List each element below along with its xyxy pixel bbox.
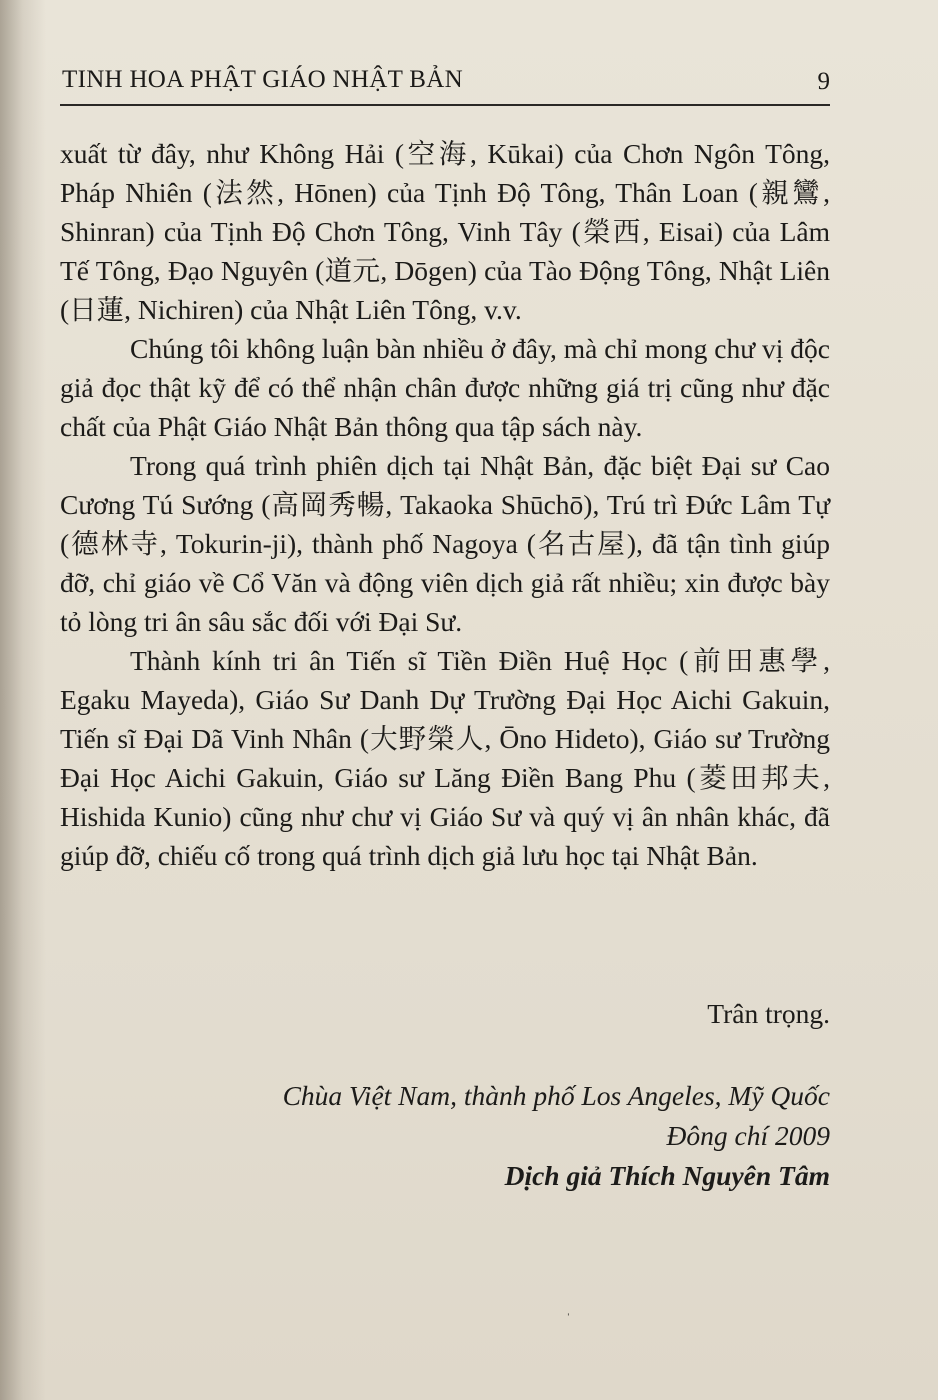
- signature-translator: Dịch giả Thích Nguyên Tâm: [504, 1160, 830, 1191]
- page-gutter-shadow: [0, 0, 46, 1400]
- paragraph-4: Thành kính tri ân Tiến sĩ Tiền Điền Huệ Học (前田惠學, Egaku Mayeda), Giáo Sư Danh Dự Trường Đại Học Aichi Gakuin, Tiến sĩ Đại Dã Vinh Nhân (大野榮人, Ōno Hideto), Giáo sư Trường Đại Học Aichi Gakuin, Giáo sư Lăng Điền Bang Phu (菱田邦夫, Hishida Kunio) cũng như chư vị Giáo Sư và quý vị ân nhân khác, đã giúp đỡ, chiếu cố trong quá trình dịch giả lưu học tại Nhật Bản.: [60, 645, 830, 871]
- page-number: 9: [817, 68, 830, 95]
- paragraph-2: Chúng tôi không luận bàn nhiều ở đây, mà chỉ mong chư vị độc giả đọc thật kỹ để có thể nhận chân được những giá trị cũng như đặc chất của Phật Giáo Nhật Bản thông qua tập sách này.: [60, 333, 830, 442]
- signature-place: Chùa Việt Nam, thành phố Los Angeles, Mỹ Quốc: [282, 1080, 830, 1111]
- running-header: [62, 62, 830, 102]
- closing-salutation: Trân trọng.: [707, 998, 830, 1029]
- body-text: [60, 134, 830, 875]
- running-title: TINH HOA PHẬT GIÁO NHẬT BẢN: [62, 66, 463, 93]
- header-rule: [60, 104, 830, 106]
- paragraph-3: Trong quá trình phiên dịch tại Nhật Bản, đặc biệt Đại sư Cao Cương Tú Sướng (高岡秀暢, Takaoka Shūchō), Trú trì Đức Lâm Tự (德林寺, Tokurin-ji), thành phố Nagoya (名古屋), đã tận tình giúp đỡ, chỉ giáo về Cổ Văn và động viên dịch giả rất nhiều; xin được bày tỏ lòng tri ân sâu sắc đối với Đại Sư.: [60, 450, 830, 637]
- paragraph-1: xuất từ đây, như Không Hải (空海, Kūkai) của Chơn Ngôn Tông, Pháp Nhiên (法然, Hōnen) của Tịnh Độ Tông, Thân Loan (親鸞, Shinran) của Tịnh Độ Chơn Tông, Vinh Tây (榮西, Eisai) của Lâm Tế Tông, Đạo Nguyên (道元, Dōgen) của Tào Động Tông, Nhật Liên (日蓮, Nichiren) của Nhật Liên Tông, v.v.: [60, 138, 830, 325]
- signature-date: Đông chí 2009: [666, 1120, 830, 1151]
- page-mark: ˈ: [566, 1312, 571, 1327]
